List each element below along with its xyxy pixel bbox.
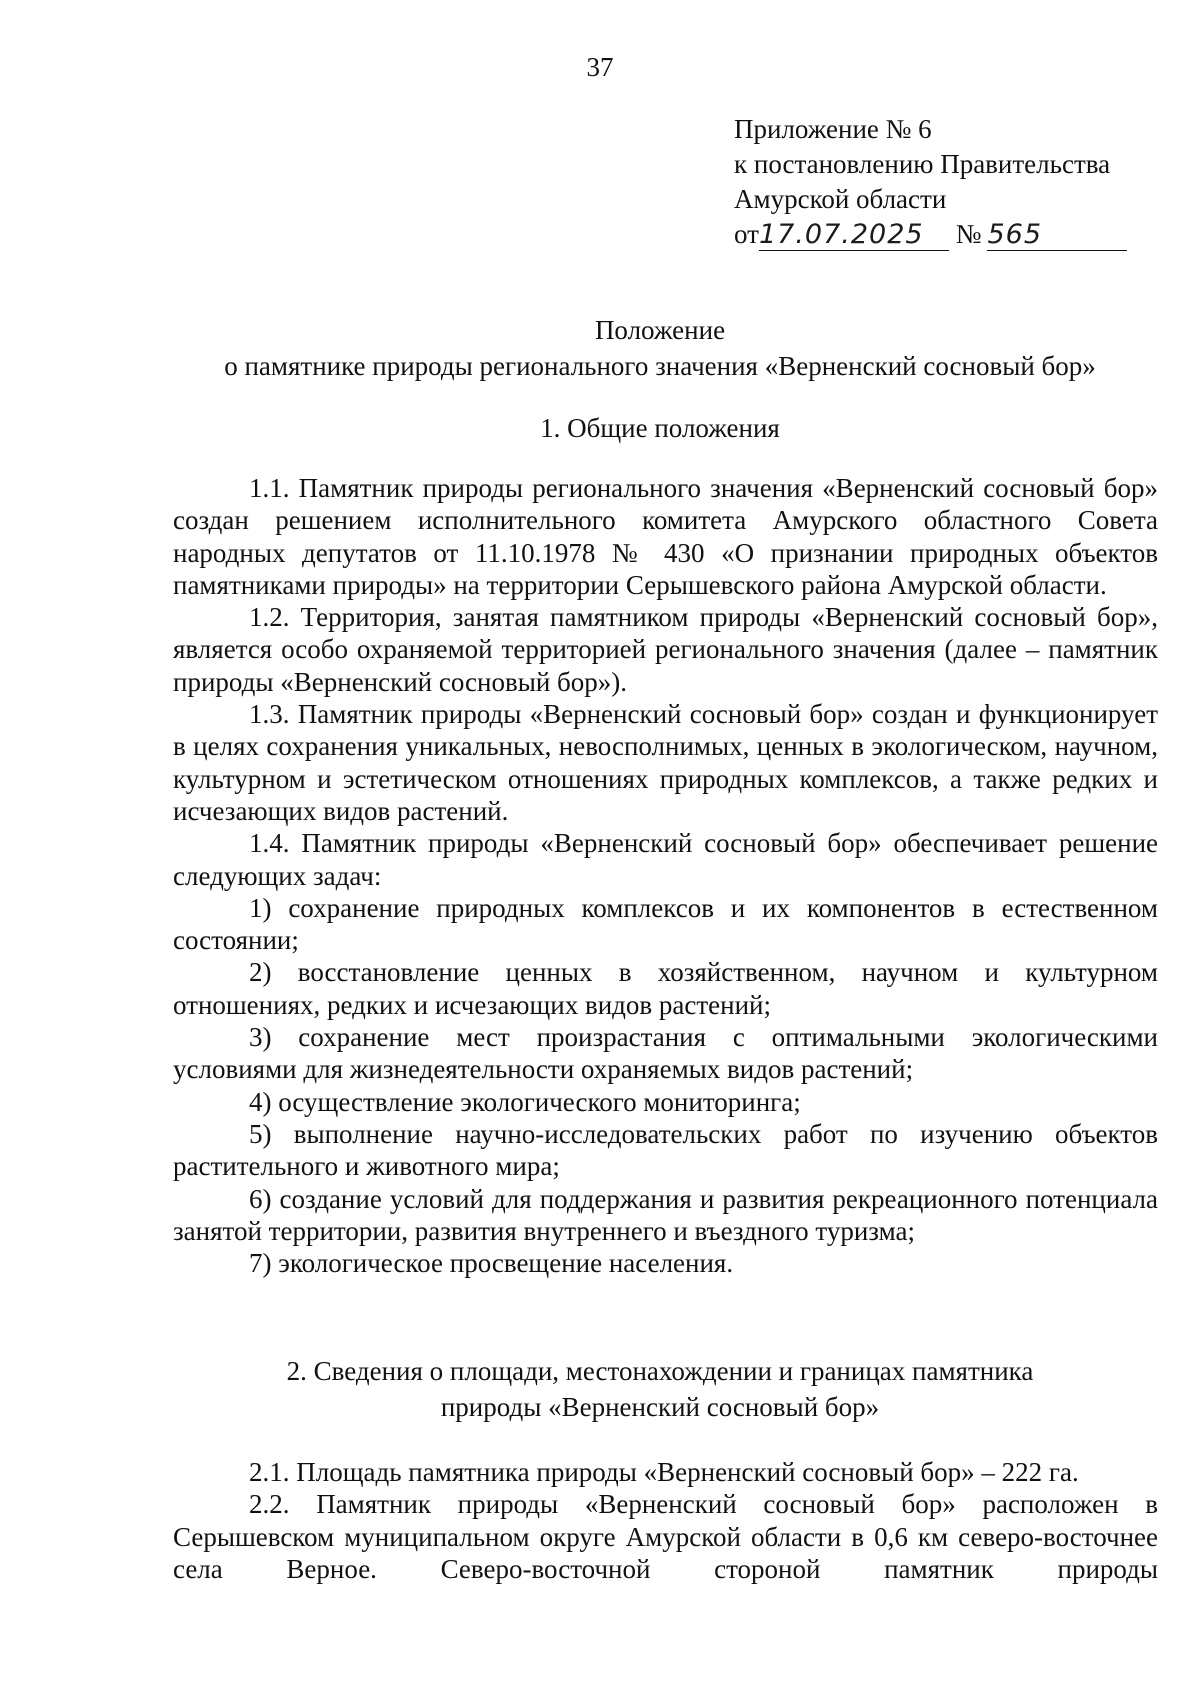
- appendix-title: Приложение № 6: [734, 114, 932, 144]
- document-title: [160, 312, 1160, 384]
- section-2-body: [173, 1456, 1158, 1585]
- handwritten-date: 17.07.2025: [758, 219, 924, 250]
- task-item: 1) сохранение природных комплексов и их компонентов в естественном состоянии;: [173, 892, 1158, 956]
- from-label: от: [734, 219, 759, 249]
- paragraph-1-3: 1.3. Памятник природы «Верненский сосновый бор» создан и функционирует в целях сохранения уникальных, невосполнимых, ценных в экологическом, научном, культурном и эстетическом отношениях природных комплексов, а также редких и исчезающих видов растений.: [173, 699, 1158, 826]
- number-label: №: [955, 219, 982, 249]
- task-item: 2) восстановление ценных в хозяйственном, научном и культурном отношениях, редких и исчезающих видов растений;: [173, 957, 1158, 1020]
- task-item: 6) создание условий для поддержания и развития рекреационного потенциала занятой территории, развития внутреннего и въездного туризма;: [173, 1183, 1158, 1246]
- section-1-body: [173, 472, 1158, 1279]
- appendix-block: [734, 112, 1154, 252]
- section-2-heading: [160, 1353, 1160, 1425]
- paragraph-2-1: 2.1. Площадь памятника природы «Верненский сосновый бор» – 222 га.: [249, 1457, 1079, 1487]
- appendix-resolution-line: к постановлению Правительства: [734, 149, 1111, 179]
- appendix-region-line: Амурской области: [734, 184, 947, 214]
- appendix-date-number-line: [734, 217, 1154, 252]
- title-line-2: о памятнике природы регионального значения «Верненский сосновый бор»: [224, 351, 1096, 381]
- paragraph-2-2: 2.2. Памятник природы «Верненский сосновый бор» расположен в Серышевском муниципальном округе Амурской области в 0,6 км северо-восточнее села Верное. Северо-восточной стороной памятник природы: [173, 1489, 1158, 1584]
- page-number: 37: [586, 52, 614, 82]
- section-2-heading-line-1: 2. Сведения о площади, местонахождении и границах памятника: [286, 1356, 1034, 1386]
- section-1-heading: 1. Общие положения: [540, 413, 780, 443]
- task-item: 7) экологическое просвещение населения.: [249, 1248, 734, 1279]
- task-item: 3) сохранение мест произрастания с оптимальными экологическими условиями для жизнедеятельности охраняемых видов растений;: [173, 1022, 1158, 1085]
- task-item: 5) выполнение научно-исследовательских работ по изучению объектов растительного и животного мира;: [173, 1118, 1158, 1182]
- section-2-heading-line-2: природы «Верненский сосновый бор»: [440, 1392, 880, 1422]
- task-item: 4) осуществление экологического мониторинга;: [249, 1086, 801, 1117]
- paragraph-1-4: 1.4. Памятник природы «Верненский сосновый бор» обеспечивает решение следующих задач:: [173, 828, 1158, 891]
- title-line-1: Положение: [594, 315, 726, 345]
- handwritten-number: 565: [987, 219, 1043, 250]
- paragraph-1-1: 1.1. Памятник природы регионального значения «Верненский сосновый бор» создан решением исполнительного комитета Амурского областного Совета народных депутатов от 11.10.1978 № 430 «О признании природных объектов памятниками природы» на территории Серышевского района Амурской области.: [173, 473, 1158, 600]
- paragraph-1-2: 1.2. Территория, занятая памятником природы «Верненский сосновый бор», является особо охраняемой территорией регионального значения (далее – памятник природы «Верненский сосновый бор»).: [173, 602, 1158, 697]
